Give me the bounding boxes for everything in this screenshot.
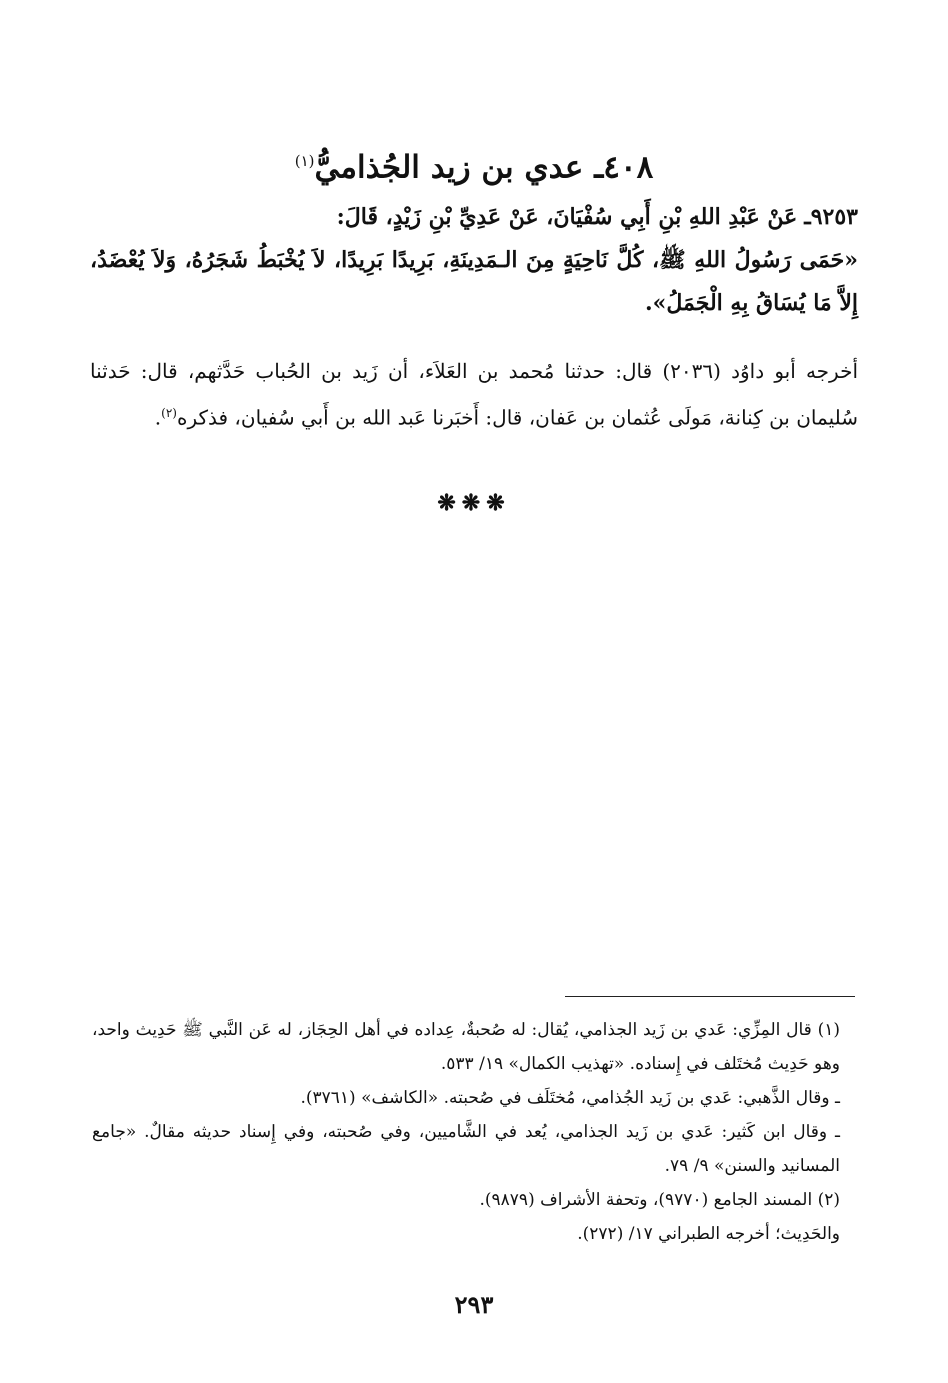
hadith-isnad: عَنْ عَبْدِ اللهِ بْنِ أَبِي سُفْيَانَ، عَنْ عَدِيِّ بْنِ زَيْدٍ، قَالَ: [336,204,798,230]
chapter-title-text: ٤٠٨ـ عدي بن زيد الجُذاميُّ [314,149,654,186]
takhrij-paragraph [90,350,858,439]
section-separator: ❋❋❋ [437,490,511,516]
hadith-matn: «حَمَى رَسُولُ اللهِ ﷺ، كُلَّ نَاحِيَةٍ مِنَ الـمَدِينَةِ، بَرِيدًا بَرِيدًا، لاَ يُخْبَطُ شَجَرُهُ، وَلاَ يُعْضَدُ، إِلاَّ مَا يُسَاقُ بِهِ الْجَمَلُ». [90,247,858,316]
hadith-block [90,196,858,325]
page-number: ٢٩٣ [454,1290,494,1319]
footnote-2-musnad: (٢) المسند الجامع (٩٧٧٠)، وتحفة الأشراف (٩٨٧٩). [479,1190,840,1210]
footnote-1-mizzi: (١) قال المِزِّي: عَدي بن زَيد الجذامي، يُقال: له صُحبةٌ، عِداده في أهل الحِجَاز، له عَن النَّبي ﷺ حَدِيث واحد، وهو حَدِيث مُختَلف في إِسناده. «تهذيب الكمال» ١٩/ ٥٣٣. [92,1020,840,1074]
footnote-1-ibn-kathir: ـ وقال ابن كَثير: عَدي بن زَيد الجذامي، يُعد في الشَّاميين، وفي صُحبته، وفي إِسناد حديثه مقالٌ. «جامع المسانيد والسنن» ٩/ ٧٩. [92,1122,840,1176]
footnotes [92,1013,840,1251]
chapter-title [0,139,948,189]
footnote-ref-2: (٢) [161,406,177,420]
footnote-divider [565,996,855,997]
footnote-1-dhahabi: ـ وقال الذَّهبي: عَدي بن زَيد الجُذامي، مُختَلَف في صُحبته. «الكاشف» (٣٧٦١). [300,1088,840,1108]
footnote-ref-1: (١) [294,151,315,170]
hadith-number: ٩٢٥٣ـ [804,204,858,230]
takhrij-end: . [154,405,162,430]
takhrij-text: أخرجه أبو داوُد (٢٠٣٦) قال: حدثنا مُحمد بن العَلاَء، أن زَيد بن الحُباب حَدَّثهم، قال: حَدثنا سُليمان بن كِنانة، مَولَى عُثمان بن عَفان، قال: أَخبَرنا عَبد الله بن أَبي سُفيان، فذكره [90,359,859,430]
footnote-2-tabarani: والحَدِيث؛ أخرجه الطبراني ١٧/ (٢٧٢). [577,1224,840,1244]
